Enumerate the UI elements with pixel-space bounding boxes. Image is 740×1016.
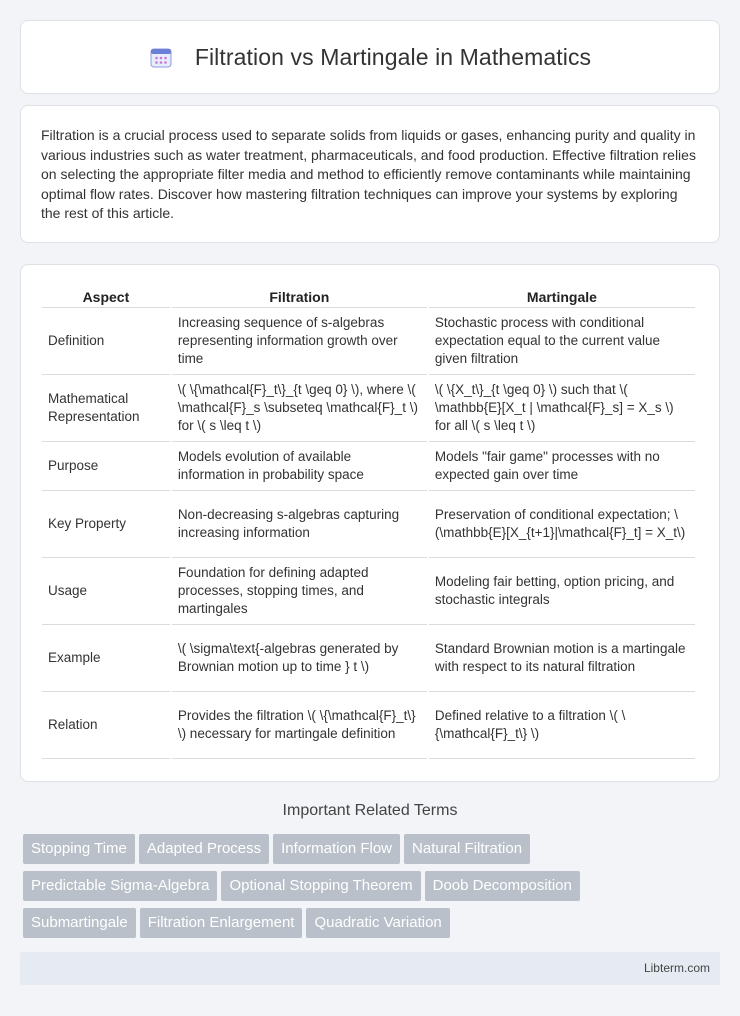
related-term-tag[interactable]: Information Flow	[273, 834, 400, 864]
intro-paragraph: Filtration is a crucial process used to separate solids from liquids or gases, enhancing purity and quality in various industries such as water treatment, pharmaceuticals, and food production. Effective filtration relies on selecting the appropriate filter media and method to efficiently remove contaminants while maintaining optimal flow rates. Discover how mastering filtration techniques can improve your systems by exploring the rest of this article.	[41, 127, 696, 221]
martingale-cell: Standard Brownian motion is a martingale with respect to its natural filtration	[429, 625, 695, 692]
aspect-cell: Usage	[42, 558, 170, 625]
footer	[20, 952, 720, 985]
header-aspect: Aspect	[42, 285, 170, 308]
filtration-cell: \( \{\mathcal{F}_t\}_{t \geq 0} \), where \( \mathcal{F}_s \subseteq \mathcal{F}_t \) for \( s \leq t \)	[172, 375, 427, 442]
related-term-tag[interactable]: Stopping Time	[23, 834, 135, 864]
aspect-cell: Example	[42, 625, 170, 692]
filtration-cell: Non-decreasing s-algebras capturing increasing information	[172, 491, 427, 558]
related-term-tag[interactable]: Filtration Enlargement	[140, 908, 303, 938]
related-term-tag[interactable]: Natural Filtration	[404, 834, 530, 864]
table-row	[42, 442, 695, 491]
aspect-cell: Purpose	[42, 442, 170, 491]
filtration-cell: \( \sigma\text{-algebras generated by Brownian motion up to time } t \)	[172, 625, 427, 692]
header-filtration: Filtration	[172, 285, 427, 308]
page-title: Filtration vs Martingale in Mathematics	[194, 43, 592, 70]
aspect-cell: Key Property	[42, 491, 170, 558]
related-term-tag[interactable]: Doob Decomposition	[425, 871, 580, 901]
filtration-cell: Increasing sequence of s-algebras representing information growth over time	[172, 308, 427, 375]
aspect-cell: Relation	[42, 692, 170, 759]
related-terms-list	[23, 834, 723, 945]
table-row	[42, 692, 695, 759]
intro-card	[20, 105, 720, 243]
footer-brand-link[interactable]: Libterm.com	[643, 961, 710, 975]
calendar-icon	[149, 45, 173, 69]
table-row	[42, 558, 695, 625]
martingale-cell: Preservation of conditional expectation; \(\mathbb{E}[X_{t+1}|\mathcal{F}_t] = X_t\)	[429, 491, 695, 558]
martingale-cell: Modeling fair betting, option pricing, and stochastic integrals	[429, 558, 695, 625]
related-term-tag[interactable]: Optional Stopping Theorem	[221, 871, 420, 901]
header-martingale: Martingale	[429, 285, 695, 308]
related-term-tag[interactable]: Adapted Process	[139, 834, 269, 864]
aspect-cell: Definition	[42, 308, 170, 375]
related-term-tag[interactable]: Submartingale	[23, 908, 136, 938]
related-term-tag[interactable]: Quadratic Variation	[306, 908, 449, 938]
martingale-cell: Stochastic process with conditional expectation equal to the current value given filtration	[429, 308, 695, 375]
related-term-tag[interactable]: Predictable Sigma-Algebra	[23, 871, 217, 901]
martingale-cell: \( \{X_t\}_{t \geq 0} \) such that \( \mathbb{E}[X_t | \mathcal{F}_s] = X_s \) for all \( s \leq t \)	[429, 375, 695, 442]
comparison-table	[40, 285, 697, 759]
table-row	[42, 308, 695, 375]
header-card	[20, 20, 720, 94]
related-terms-title: Important Related Terms	[282, 802, 458, 819]
aspect-cell: Mathematical Representation	[42, 375, 170, 442]
filtration-cell: Foundation for defining adapted processes, stopping times, and martingales	[172, 558, 427, 625]
table-row	[42, 625, 695, 692]
table-row	[42, 491, 695, 558]
table-header-row	[42, 285, 695, 308]
martingale-cell: Models "fair game" processes with no expected gain over time	[429, 442, 695, 491]
martingale-cell: Defined relative to a filtration \( \{\mathcal{F}_t\} \)	[429, 692, 695, 759]
comparison-card	[20, 264, 720, 782]
filtration-cell: Provides the filtration \( \{\mathcal{F}_t\} \) necessary for martingale definition	[172, 692, 427, 759]
table-row	[42, 375, 695, 442]
filtration-cell: Models evolution of available information in probability space	[172, 442, 427, 491]
